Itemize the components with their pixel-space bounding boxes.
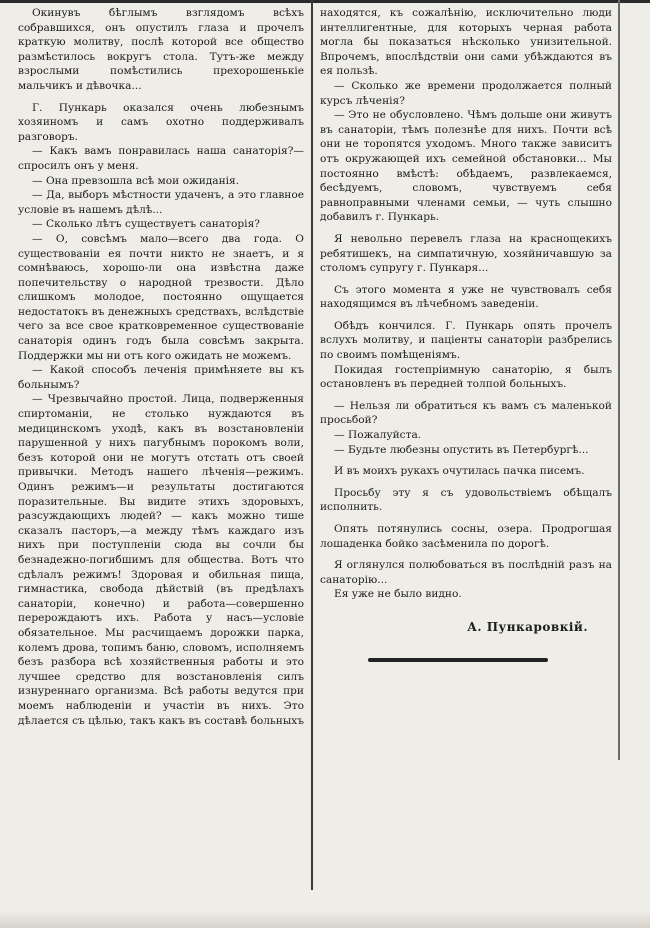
left-column <box>18 6 304 728</box>
paragraph: находятся, къ сожалѣнію, исключительно люди интеллигентные, для которыхъ черная работа могла бы показаться нѣсколько унизительной. Впрочемъ, впослѣдствіи они сами убѣждаются въ ея пользѣ. <box>320 7 612 78</box>
paragraph: Обѣдъ кончился. Г. Пункарь опять прочелъ вслухъ молитву, и паціенты санаторіи разбрелись по своимъ помѣщеніямъ. <box>320 319 612 362</box>
page-edge-rule <box>618 0 620 760</box>
paragraph: — Пожалуйста. <box>334 429 422 442</box>
paragraph: — Чрезвычайно простой. Лица, подверженныя спиртоманіи, не столько нуждаются въ медицинскомъ уходѣ, какъ въ возстановленіи парушенной у нихъ пагубнымъ порокомъ воли, безъ которой они не могутъ отстать отъ своей привычки. Методъ нашего лѣченія—режимъ. Одинъ режимъ—и результаты достигаются поразительные. Вы видите этихъ здоровыхъ, разсуждающихъ людей? — какъ можно тише сказалъ пасторъ,—а между тѣмъ каждаго изъ нихъ при поступленіи сюда вы сочли бы безнадежно-погибшимъ для общества. Вотъ что сдѣлалъ режимъ! Здоровая и обильная пища, гимнастика, свобода дѣйствій (въ предѣлахъ санаторіи, конечно) и работа—совершенно перерождаютъ ихъ. Работа у насъ—условіе обязательное. Мы расчищаемъ дорожки парка, колемъ дрова, топимъ баню, словомъ, исполняемъ безъ разбора всѣ хозяйственныя работы и это лучшее средство для возстановленія силъ изнуреннаго организма. Всѣ работы ведутся при моемъ наблюденіи и участіи въ нихъ. Это дѣлается съ цѣлью, такъ какъ въ составѣ больныхъ <box>18 393 305 727</box>
right-column <box>320 6 612 662</box>
paragraph: — Какой способъ леченія примѣняете вы къ больнымъ? <box>18 364 304 391</box>
paragraph: Я оглянулся полюбоваться въ послѣдній разъ на санаторію... <box>320 559 612 586</box>
end-rule <box>368 658 548 662</box>
paragraph: Я невольно перевелъ глаза на краснощекихъ ребятишекъ, на симпатичную, хозяйничавшую за столомъ супругу г. Пункаря... <box>320 232 612 275</box>
paragraph: — Какъ вамъ понравилась наша санаторія?—спросилъ онъ у меня. <box>18 145 304 172</box>
paragraph: — Это не обусловлено. Чѣмъ дольше они живутъ въ санаторіи, тѣмъ полезнѣе для нихъ. Почти всѣ они не торопятся уходомъ. Много также зависитъ отъ окружающей ихъ семейной обстановки... Мы постоянно вмѣстѣ: обѣдаемъ, развлекаемся, бесѣдуемъ, словомъ, чувствуемъ себя равноправными членами семьи, — чуть слышно добавилъ г. Пункарь. <box>320 109 612 224</box>
paragraph: Покидая гостепріимную санаторію, я былъ остановленъ въ передней толпой больныхъ. <box>320 363 612 391</box>
paragraph: И въ моихъ рукахъ очутилась пачка писемъ. <box>334 465 585 478</box>
paragraph: — О, совсѣмъ мало—всего два года. О существованіи ея почти никто не знаетъ, и я сомнѣваюсь, хорошо-ли она извѣстна даже попечительству о народной трезвости. Дѣло слишкомъ молодое, постоянно ощущается недостатокъ въ денежныхъ средствахъ, вслѣдствіе чего за все свое кратковременное существованіе санаторія одинъ годъ была совсѣмъ закрыта. Поддержки мы ни отъ кого ожидать не можемъ. <box>18 232 304 362</box>
paragraph: Съ этого момента я уже не чувствовалъ себя находящимся въ лѣчебномъ заведеніи. <box>320 283 612 311</box>
paragraph: — Она превзошла всѣ мои ожиданія. <box>32 174 240 187</box>
column-rule <box>311 0 313 890</box>
paragraph: — Нельзя ли обратиться къ вамъ съ маленькой просьбой? <box>320 399 612 427</box>
paragraph: — Сколько же времени продолжается полный курсъ лѣченія? <box>320 79 612 107</box>
paragraph: Просьбу эту я съ удовольствіемъ обѣщалъ исполнить. <box>320 486 612 514</box>
paragraph: Опять потянулись сосны, озера. Продрогшая лошаденка бойко засѣменила по дорогѣ. <box>320 523 612 550</box>
paragraph: Г. Пункарь оказался очень любезнымъ хозяиномъ и самъ охотно поддерживалъ разговоръ. <box>18 101 304 143</box>
paragraph: — Сколько лѣтъ существуетъ санаторія? <box>32 218 260 231</box>
paragraph: Окинувъ бѣглымъ взглядомъ всѣхъ собравшихся, онъ опустилъ глаза и прочелъ краткую молитву, послѣ которой все общество размѣстилось вокругъ стола. Тутъ-же между взрослыми помѣстились прехорошенькіе мальчикъ и дѣвочка... <box>18 7 304 92</box>
paragraph: — Будьте любезны опустить въ Петербургѣ... <box>334 443 589 456</box>
author-signature: А. Пункаровкій. <box>467 619 588 634</box>
paragraph: Ея уже не было видно. <box>334 588 462 601</box>
page-bottom-shade <box>0 910 650 928</box>
top-rule <box>0 0 650 3</box>
paragraph: — Да, выборъ мѣстности удаченъ, а это главное условіе въ нашемъ дѣлѣ... <box>18 189 304 216</box>
